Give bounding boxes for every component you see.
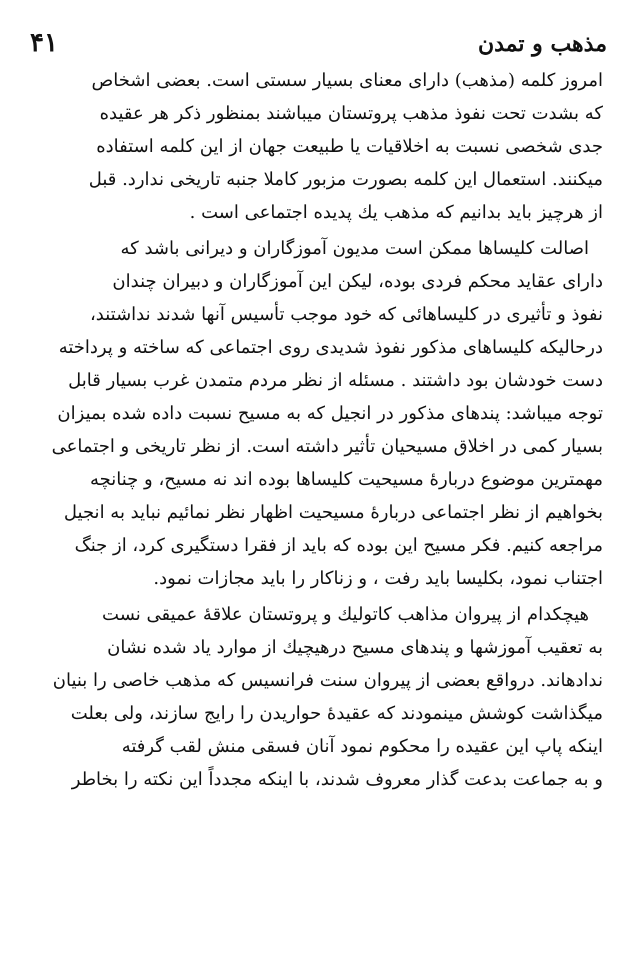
running-title: مذهب و تمدن xyxy=(477,31,607,57)
text-line: میگذاشت کوشش مینمودند که عقیدهٔ حواریدن را رایج سازند، ولی بعلت xyxy=(70,703,603,724)
text-line: بخواهیم از نظر اجتماعی دربارهٔ مسیحیت اظهار نظر نمائیم نباید به انجیل xyxy=(63,502,603,523)
text-line: نفوذ و تأثیری در کلیساهائی که خود موجب تأسیس آنها شدند نداشتند، xyxy=(89,304,603,325)
text-line: اصالت کلیساها ممکن است مدیون آموزگاران و دیرانی باشد که xyxy=(120,238,589,259)
text-line: میکنند. استعمال این کلمه بصورت مزبور کاملا جنبه تاریخی ندارد. قبل xyxy=(88,169,603,190)
text-line: درحالیکه کلیساهای مذکور نفوذ شدیدی روی اجتماعی که ساخته و پرداخته xyxy=(58,337,603,358)
text-line: دست خودشان بود داشتند . مسئله از نظر مردم متمدن غرب بسیار قابل xyxy=(68,370,603,391)
text-line: دارای عقاید محکم فردی بوده، لیکن این آموزگاران و دبیران چندان xyxy=(112,271,603,292)
text-line: امروز کلمه (مذهب) دارای معنای بسیار سستی است. بعضی اشخاص xyxy=(91,70,603,91)
text-line: توجه میباشد: پندهای مذکور در انجیل که به مسیح نسبت داده شده بمیزان xyxy=(57,403,603,424)
text-line: اجتناب نمود، بکلیسا باید رفت ، و زناکار را باید مجازات نمود. xyxy=(153,568,603,589)
page-header xyxy=(30,20,607,62)
text-line: جدی شخصی نسبت به اخلاقیات یا طبیعت جهان از این کلمه استفاده xyxy=(96,136,603,157)
text-line: که بشدت تحت نفوذ مذهب پروتستان میباشند بمنظور ذکر هر عقیده xyxy=(99,103,603,124)
paragraph-3 xyxy=(38,598,603,796)
text-line: بسیار کمی در اخلاق مسیحیان تأثیر داشته است. از نظر تاریخی و اجتماعی xyxy=(51,436,603,457)
text-line: مراجعه کنیم. فکر مسیح این بوده که باید از فقرا دستگیری کرد، از جنگ xyxy=(74,535,603,556)
paragraph-1 xyxy=(38,64,603,229)
text-line: ندادهاند. درواقع بعضی از پیروان سنت فرانسیس که مذهب خاصی را بنیان xyxy=(52,670,603,691)
text-line: و به جماعت بدعت گذار معروف شدند، با اینکه مجدداً این نکته را بخاطر xyxy=(71,769,603,790)
text-line: از هرچیز باید بدانیم که مذهب یك پدیده اجتماعی است . xyxy=(189,202,603,223)
page-body xyxy=(38,64,603,796)
text-line: اینکه پاپ این عقیده را محکوم نمود آنان فسقی منش لقب گرفته xyxy=(121,736,603,757)
page-number: ۴۱ xyxy=(30,28,58,58)
text-line: مهمترین موضوع دربارهٔ مسیحیت کلیساها بوده اند نه مسیح، و چنانچه xyxy=(89,469,603,490)
text-line: هیچکدام از پیروان مذاهب کاتولیك و پروتستان علاقهٔ عمیقی نست xyxy=(102,604,589,625)
paragraph-2 xyxy=(38,232,603,595)
text-line: به تعقیب آموزشها و پندهای مسیح درهیچیك از موارد یاد شده نشان xyxy=(107,637,603,658)
